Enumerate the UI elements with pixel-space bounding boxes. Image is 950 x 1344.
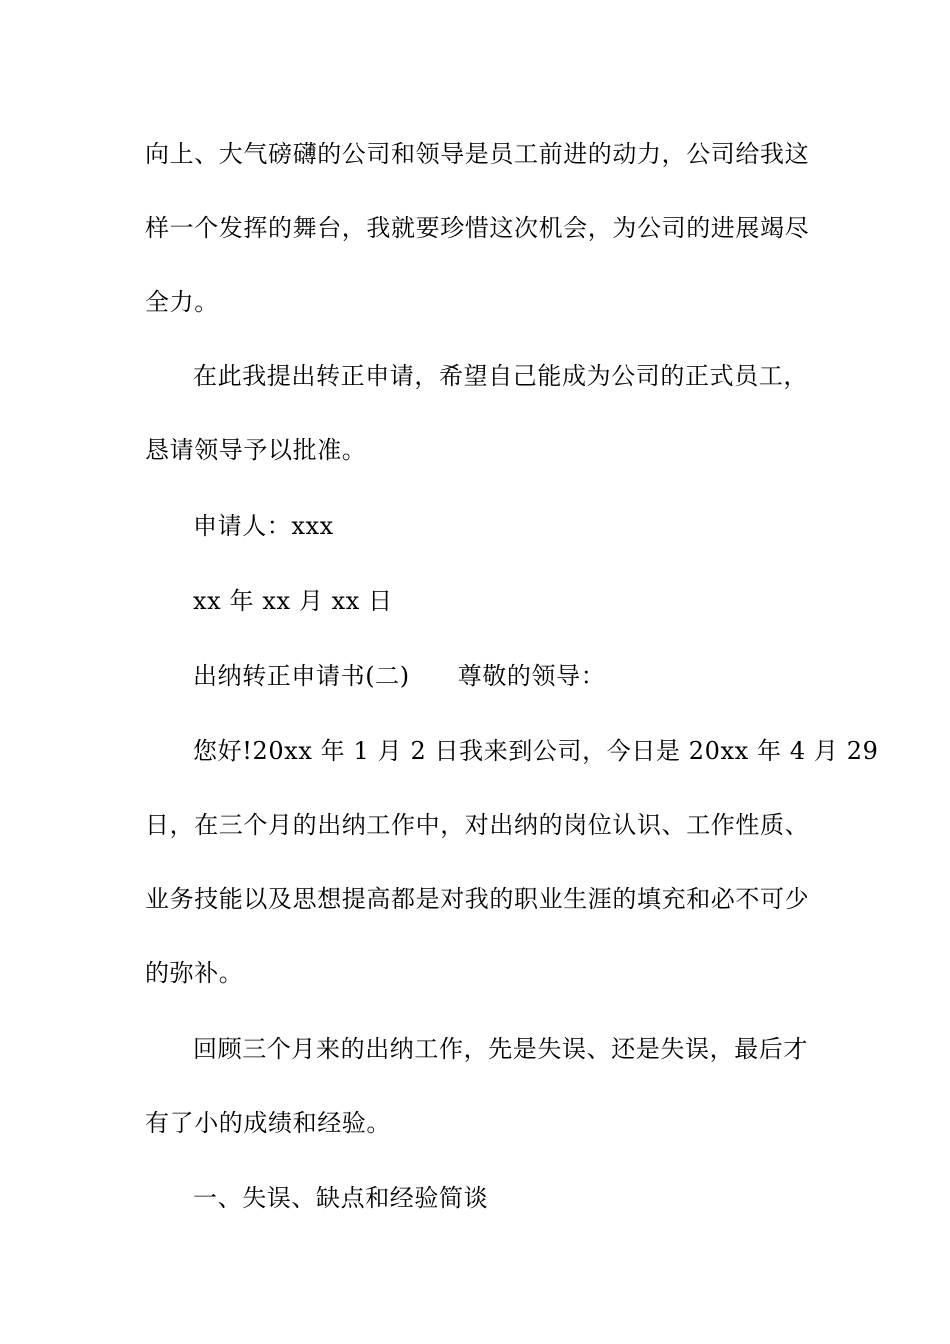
paragraph-line-7: 日，在三个月的出纳工作中，对出纳的岗位认识、工作性质、	[145, 811, 810, 839]
applicant-line: 申请人：xxx	[193, 512, 334, 540]
paragraph-line-11: 有了小的成绩和经验。	[145, 1109, 391, 1137]
paragraph-line-2: 样一个发挥的舞台，我就要珍惜这次机会，为公司的进展竭尽	[145, 214, 810, 242]
section-title-line	[193, 660, 863, 692]
date-line: xx 年 xx 月 xx 日	[193, 587, 393, 615]
paragraph-line-3: 全力。	[145, 288, 219, 316]
paragraph-line-10: 回顾三个月来的出纳工作，先是失误、还是失误，最后才	[193, 1035, 808, 1063]
letter-title: 出纳转正申请书(二)	[193, 662, 410, 690]
salutation: 尊敬的领导：	[457, 662, 606, 690]
paragraph-line-4: 在此我提出转正申请，希望自己能成为公司的正式员工，	[193, 362, 808, 390]
paragraph-line-9: 的弥补。	[145, 959, 244, 987]
paragraph-line-6: 您好!20xx 年 1 月 2 日我来到公司，今日是 20xx 年 4 月 29	[193, 737, 879, 765]
paragraph-line-5: 恳请领导予以批准。	[145, 436, 367, 464]
paragraph-line-8: 业务技能以及思想提高都是对我的职业生涯的填充和必不可少	[145, 885, 810, 913]
section-heading: 一、失误、缺点和经验简谈	[193, 1184, 489, 1212]
paragraph-line-1: 向上、大气磅礴的公司和领导是员工前进的动力，公司给我这	[145, 140, 810, 168]
